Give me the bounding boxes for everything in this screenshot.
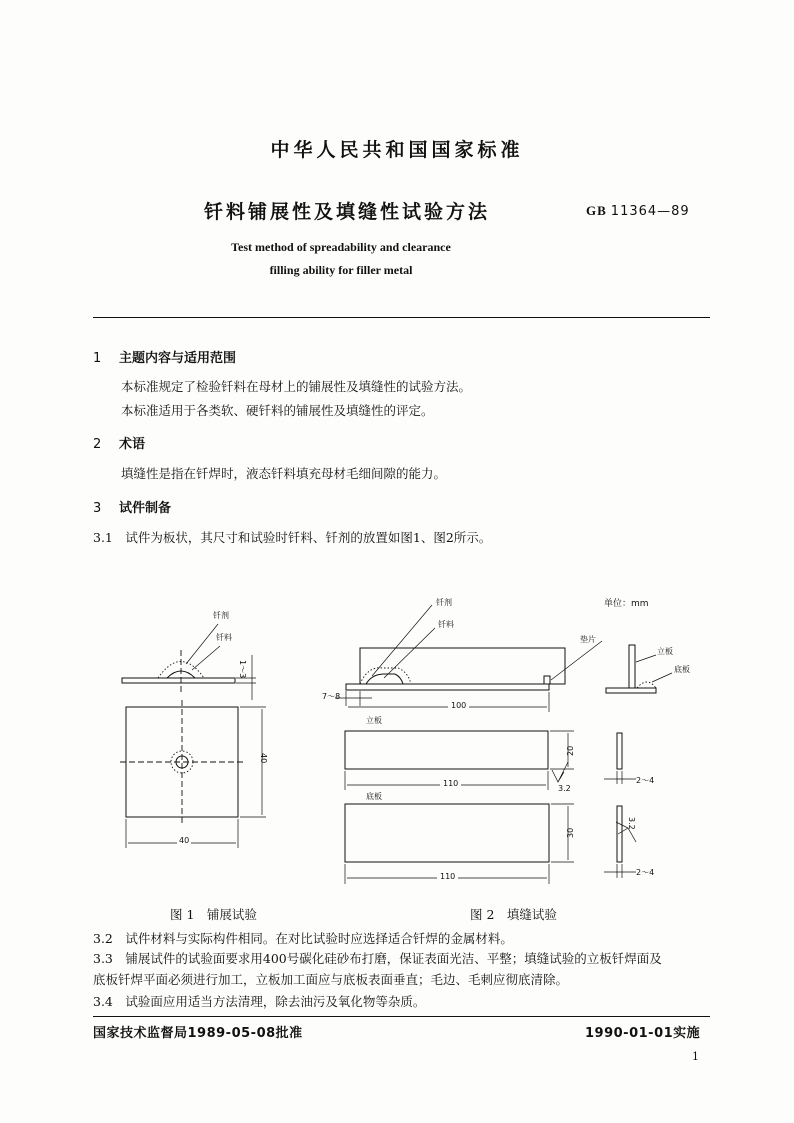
english-title-line2: filling ability for filler metal — [269, 263, 413, 277]
fig2-dim-thick-b: 2～4 — [636, 868, 655, 877]
fig2-shim-leader — [551, 641, 602, 680]
fig1-label-filler: 钎料 — [216, 633, 232, 642]
fig2-label-vertical-plate: 立板 — [366, 716, 382, 725]
section-number: 1 — [93, 351, 102, 366]
figure-1-drawing — [120, 624, 266, 848]
fig2-unit: 单位：mm — [604, 599, 649, 609]
footer-rule — [93, 1016, 710, 1017]
section-1-para-1: 本标准规定了检验钎料在母材上的铺展性及填缝性的试验方法。 — [121, 379, 472, 394]
section-number: 2 — [93, 437, 102, 452]
standard-title: 钎料铺展性及填缝性试验方法 — [203, 201, 490, 223]
english-title-line1: Test method of spreadability and clearance — [231, 240, 451, 254]
fig2-base-leader — [652, 673, 672, 682]
section-1-para-2: 本标准适用于各类软、硬钎料的铺展性及填缝性的评定。 — [121, 403, 434, 418]
clause-3-4: 3.4 试验面应用适当方法清理，除去油污及氧化物等杂质。 — [93, 994, 426, 1009]
fig2-shim — [544, 676, 550, 684]
fig1-side-plate — [122, 678, 235, 683]
section-2-para-1: 填缝性是指在钎焊时，液态钎料填充母材毛细间隙的能力。 — [121, 466, 447, 481]
fig2-rough-b: 3.2 — [627, 817, 636, 830]
fig2-filler — [366, 674, 403, 684]
fig2-bp-thick-rect — [617, 806, 622, 862]
clause-3-2: 3.2 试件材料与实际构件相同。在对比试验时应选择适合钎焊的金属材料。 — [93, 931, 513, 946]
section-title: 术语 — [119, 437, 146, 452]
section-title: 试件制备 — [119, 501, 172, 516]
fig2-label-base: 底板 — [674, 665, 690, 674]
standard-code-prefix: GB — [586, 203, 607, 218]
fig2-vp-rect — [345, 731, 548, 769]
fig2-dim-30: 30 — [566, 827, 575, 838]
clause-3-3-line1: 3.3 铺展试件的试验面要求用400号碳化硅砂布打磨，保证表面光洁、平整；填缝试验的立板钎焊面及 — [93, 951, 662, 966]
clause-3-3-line2: 底板钎焊平面必须进行加工，立板加工面应与底板表面垂直；毛边、毛刺应彻底清除。 — [93, 972, 569, 987]
fig2-vert-leader — [636, 655, 656, 662]
standard-code-number: 11364—89 — [610, 204, 690, 219]
fig2-dim-offset: 7～8 — [322, 692, 341, 701]
fig2-label-shim: 垫片 — [580, 635, 596, 644]
fig1-filler-leader — [192, 646, 220, 670]
fig1-flux-leader — [186, 624, 218, 664]
effective-date: 1990-01-01实施 — [585, 1026, 701, 1041]
fig1-dim-height: 40 — [259, 753, 268, 764]
fig2-side-flux — [637, 682, 656, 688]
fig2-label-flux: 钎剂 — [436, 598, 452, 607]
fig2-base-plate — [346, 684, 549, 690]
standard-organization: 中华人民共和国国家标准 — [270, 139, 524, 161]
section-number: 3 — [93, 501, 102, 516]
fig2-rough-a: 3.2 — [558, 784, 571, 793]
fig2-label-filler: 钎料 — [438, 620, 454, 629]
section-title: 主题内容与适用范围 — [119, 351, 237, 366]
clause-3-1: 3.1 试件为板状，其尺寸和试验时钎料、钎剂的放置如图1、图2所示。 — [93, 530, 492, 545]
fig2-dim-thick-a: 2～4 — [636, 776, 655, 785]
fig2-vp-rough-symbol — [552, 762, 568, 782]
fig2-dim-100: 100 — [448, 701, 469, 710]
fig2-vp-thick-rect — [617, 733, 622, 769]
figure-1-caption: 图 1 铺展试验 — [170, 907, 257, 922]
fig2-dim-110b: 110 — [437, 872, 458, 881]
fig1-dim-width: 40 — [179, 836, 190, 845]
fig1-label-flux: 钎剂 — [213, 611, 229, 620]
fig2-flux-leader — [372, 605, 432, 676]
fig2-label-vertical: 立板 — [657, 647, 673, 656]
figure-2-caption: 图 2 填缝试验 — [470, 907, 557, 922]
fig2-side-base — [606, 688, 656, 693]
fig2-side-vertical — [629, 645, 635, 688]
fig1-dim-thickness: 1～3 — [238, 660, 247, 679]
fig2-dim-110a: 110 — [440, 779, 461, 788]
approval-line: 国家技术监督局1989-05-08批准 — [93, 1026, 303, 1041]
fig2-label-base-plate: 底板 — [366, 792, 382, 801]
page-number: 1 — [692, 1050, 699, 1063]
fig2-dim-20: 20 — [566, 745, 575, 756]
fig2-bp-rect — [345, 804, 549, 862]
figure-2-drawing — [335, 605, 672, 884]
